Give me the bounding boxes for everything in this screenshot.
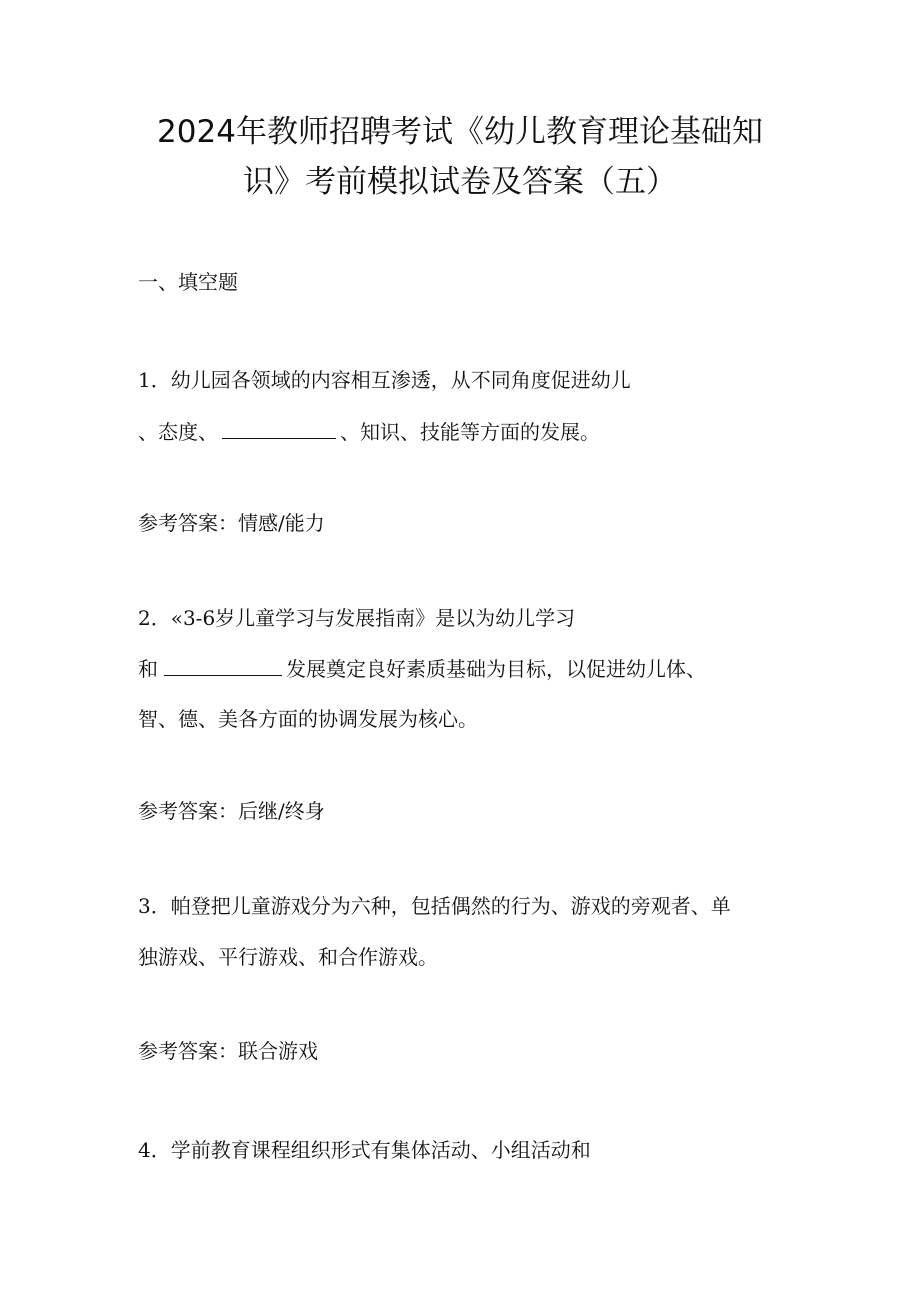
question-3-line-1: 3．帕登把儿童游戏分为六种，包括偶然的行为、游戏的旁观者、单 bbox=[138, 894, 731, 918]
question-4-line-1: 4．学前教育课程组织形式有集体活动、小组活动和 bbox=[138, 1138, 591, 1162]
question-2-line-1: 2．«3-6岁儿童学习与发展指南》是以为幼儿学习 bbox=[138, 606, 576, 630]
question-1-text-before-blank: 、态度、 bbox=[138, 420, 218, 444]
question-2-answer: 参考答案：后继/终身 bbox=[138, 799, 325, 823]
question-2-blank bbox=[164, 657, 282, 676]
section-heading: 一、填空题 bbox=[138, 270, 238, 294]
document-title-line-1: 2024年教师招聘考试《幼儿教育理论基础知 bbox=[157, 114, 763, 150]
question-2-line-2 bbox=[138, 655, 706, 683]
document-title-line-2: 识》考前模拟试卷及答案（五） bbox=[243, 164, 677, 200]
question-1-line-2 bbox=[138, 418, 600, 446]
question-2-text-after-blank: 发展奠定良好素质基础为目标，以促进幼儿体、 bbox=[286, 657, 706, 681]
question-1-line-1: 1．幼儿园各领域的内容相互渗透，从不同角度促进幼儿 bbox=[138, 368, 631, 392]
question-3-line-2: 独游戏、平行游戏、和合作游戏。 bbox=[138, 945, 438, 969]
question-1-answer: 参考答案：情感/能力 bbox=[138, 511, 325, 535]
question-1-blank bbox=[222, 420, 336, 439]
question-2-line-3: 智、德、美各方面的协调发展为核心。 bbox=[138, 707, 478, 731]
question-2-text-before-blank: 和 bbox=[138, 657, 158, 681]
question-3-answer: 参考答案：联合游戏 bbox=[138, 1039, 318, 1063]
question-1-text-after-blank: 、知识、技能等方面的发展。 bbox=[340, 420, 600, 444]
